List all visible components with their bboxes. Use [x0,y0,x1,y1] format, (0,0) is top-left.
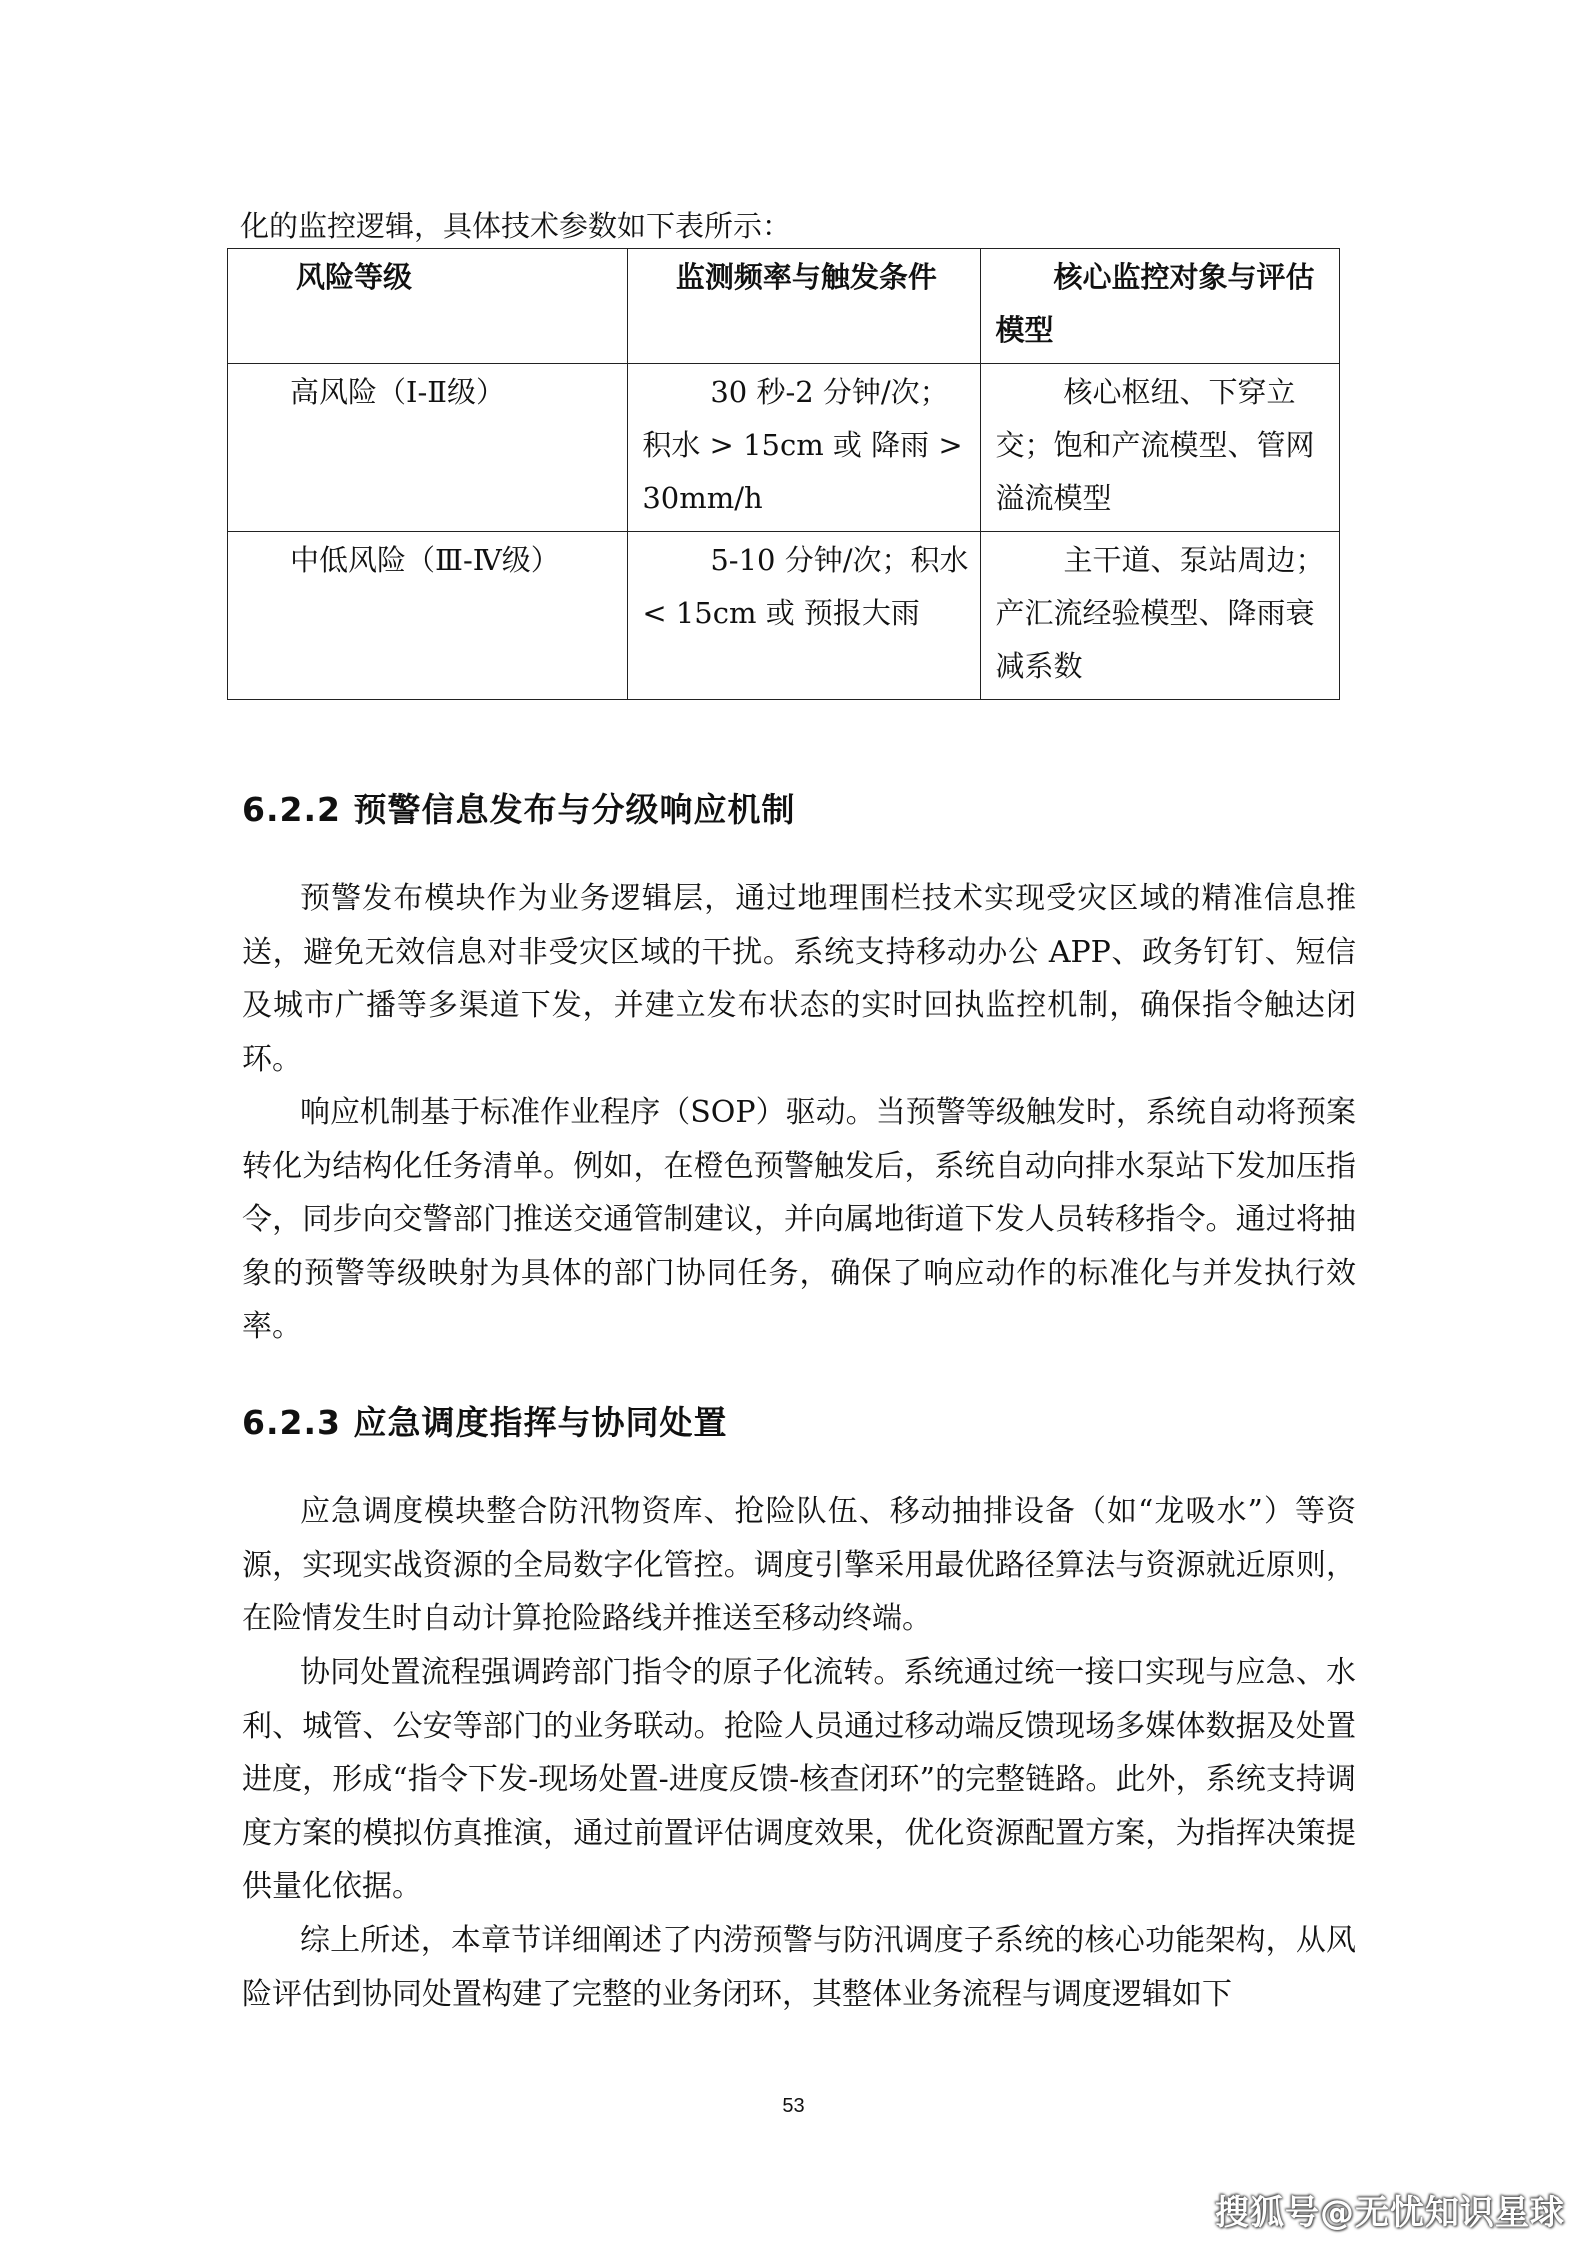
row-trigger [628,532,981,700]
row-objects-text: 核心枢纽、下穿立交；饱和产流模型、管网溢流模型 [995,375,1315,515]
row-trigger-text: 30 秒-2 分钟/次；积水 > 15cm 或 降雨 > 30mm/h [642,375,963,515]
row-trigger-text: 5-10 分钟/次；积水 < 15cm 或 预报大雨 [642,543,969,630]
row-trigger [628,364,981,532]
section-heading-622: 6.2.2 预警信息发布与分级响应机制 [242,790,796,829]
paragraph: 应急调度模块整合防汛物资库、抢险队伍、移动抽排设备（如“龙吸水”）等资源，实现实战资源的全局数字化管控。调度引擎采用最优路径算法与资源就近原则，在险情发生时自动计算抢险路线并推送至移动终端。 [242,1494,1356,1636]
paragraph: 协同处置流程强调跨部门指令的原子化流转。系统通过统一接口实现与应急、水利、城管、公安等部门的业务联动。抢险人员通过移动端反馈现场多媒体数据及处置进度，形成“指令下发-现场处置-进度反馈-核查闭环”的完整链路。此外，系统支持调度方案的模拟仿真推演，通过前置评估调度效果，优化资源配置方案，为指挥决策提供量化依据。 [242,1655,1356,1904]
row-level: 高风险（Ⅰ-Ⅱ级） [228,364,628,532]
table-row [228,532,1340,700]
intro-line: 化的监控逻辑，具体技术参数如下表所示： [240,209,792,243]
section-heading-623: 6.2.3 应急调度指挥与协同处置 [242,1403,728,1442]
table-header-row [228,249,1340,364]
header-trigger: 监测频率与触发条件 [628,249,981,364]
paragraph: 综上所述，本章节详细阐述了内涝预警与防汛调度子系统的核心功能架构，从风险评估到协同处置构建了完整的业务闭环，其整体业务流程与调度逻辑如下 [242,1923,1356,2012]
row-objects [981,532,1340,700]
paragraph: 预警发布模块作为业务逻辑层，通过地理围栏技术实现受灾区域的精准信息推送，避免无效信息对非受灾区域的干扰。系统支持移动办公 APP、政务钉钉、短信及城市广播等多渠道下发，并建立发布状态的实时回执监控机制，确保指令触达闭环。 [242,881,1356,1077]
row-level: 中低风险（Ⅲ-Ⅳ级） [228,532,628,700]
table-row [228,364,1340,532]
page-number: 53 [782,2095,805,2117]
header-objects: 核心监控对象与评估模型 [981,249,1340,364]
risk-parameter-table [227,248,1340,700]
header-risk-level: 风险等级 [228,249,628,364]
watermark: 搜狐号@无忧知识星球 [1215,2193,1565,2233]
row-objects [981,364,1340,532]
row-objects-text: 主干道、泵站周边；产汇流经验模型、降雨衰减系数 [995,543,1325,683]
paragraph: 响应机制基于标准作业程序（SOP）驱动。当预警等级触发时，系统自动将预案转化为结构化任务清单。例如，在橙色预警触发后，系统自动向排水泵站下发加压指令，同步向交警部门推送交通管制建议，并向属地街道下发人员转移指令。通过将抽象的预警等级映射为具体的部门协同任务，确保了响应动作的标准化与并发执行效率。 [242,1095,1356,1344]
